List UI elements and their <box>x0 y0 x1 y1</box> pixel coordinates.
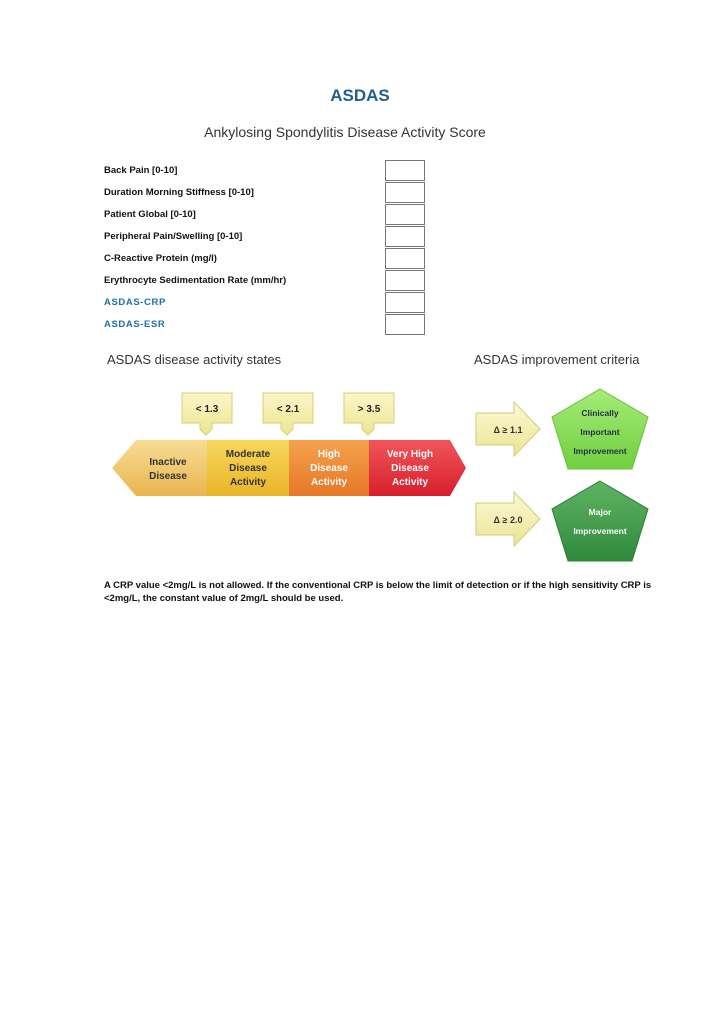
label-crp: C-Reactive Protein (mg/l) <box>104 253 217 264</box>
crp-input[interactable] <box>385 248 425 269</box>
patient-global-input[interactable] <box>385 204 425 225</box>
improvement-arrow-2 <box>476 492 540 546</box>
clinically-important-pentagon <box>552 389 648 469</box>
state-very-high-line1: Very High <box>386 449 434 460</box>
peripheral-pain-input[interactable] <box>385 226 425 247</box>
asdas-crp-output[interactable] <box>385 292 425 313</box>
label-back-pain: Back Pain [0-10] <box>104 165 178 176</box>
activity-states-diagram <box>100 385 480 505</box>
label-esr: Erythrocyte Sedimentation Rate (mm/hr) <box>104 275 287 286</box>
state-moderate-line1: Moderate <box>225 449 271 460</box>
label-patient-global: Patient Global [0-10] <box>104 209 196 220</box>
state-high-line1: High <box>317 449 341 460</box>
state-moderate-line2: Disease <box>229 463 267 474</box>
esr-input[interactable] <box>385 270 425 291</box>
state-high-line2: Disease <box>310 463 348 474</box>
improvement-2-line2: Improvement <box>573 526 627 536</box>
asdas-esr-output[interactable] <box>385 314 425 335</box>
improvement-1-line2: Important <box>580 427 620 437</box>
cutoff-label-2: < 2.1 <box>276 404 300 415</box>
state-moderate-line3: Activity <box>229 477 267 488</box>
improvement-1-line3: Improvement <box>573 446 627 456</box>
improvement-criteria-heading: ASDAS improvement criteria <box>474 352 640 367</box>
improvement-criteria-diagram <box>470 385 660 565</box>
label-asdas-esr: ASDAS-ESR <box>104 319 166 330</box>
major-improvement-pentagon <box>552 481 648 561</box>
improvement-arrow-label-1: Δ ≥ 1.1 <box>493 425 523 435</box>
label-asdas-crp: ASDAS-CRP <box>104 297 166 308</box>
improvement-2-line1: Major <box>588 507 612 517</box>
morning-stiffness-input[interactable] <box>385 182 425 203</box>
state-inactive-line1: Inactive <box>149 457 187 468</box>
improvement-arrow-label-2: Δ ≥ 2.0 <box>493 515 523 525</box>
state-inactive-segment <box>112 440 207 496</box>
cutoff-callout-2 <box>263 393 313 435</box>
cutoff-label-1: < 1.3 <box>195 404 219 415</box>
label-morning-stiffness: Duration Morning Stiffness [0-10] <box>104 187 254 198</box>
improvement-arrow-1 <box>476 402 540 456</box>
cutoff-callout-1 <box>182 393 232 435</box>
cutoff-label-3: > 3.5 <box>357 404 381 415</box>
activity-states-heading: ASDAS disease activity states <box>107 352 282 367</box>
cutoff-callout-3 <box>344 393 394 435</box>
state-high-line3: Activity <box>310 477 348 488</box>
page-subtitle: Ankylosing Spondylitis Disease Activity Score <box>204 124 486 140</box>
page-title: ASDAS <box>330 86 390 105</box>
state-very-high-line2: Disease <box>391 463 429 474</box>
back-pain-input[interactable] <box>385 160 425 181</box>
improvement-1-line1: Clinically <box>581 408 619 418</box>
state-inactive-line2: Disease <box>149 471 187 482</box>
crp-footnote: A CRP value <2mg/L is not allowed. If the conventional CRP is below the limit of detection or if the high sensitivity CRP is <2mg/L, the constant value of 2mg/L should be used. <box>104 580 652 604</box>
label-peripheral-pain: Peripheral Pain/Swelling [0-10] <box>104 231 243 242</box>
state-very-high-line3: Activity <box>391 477 429 488</box>
